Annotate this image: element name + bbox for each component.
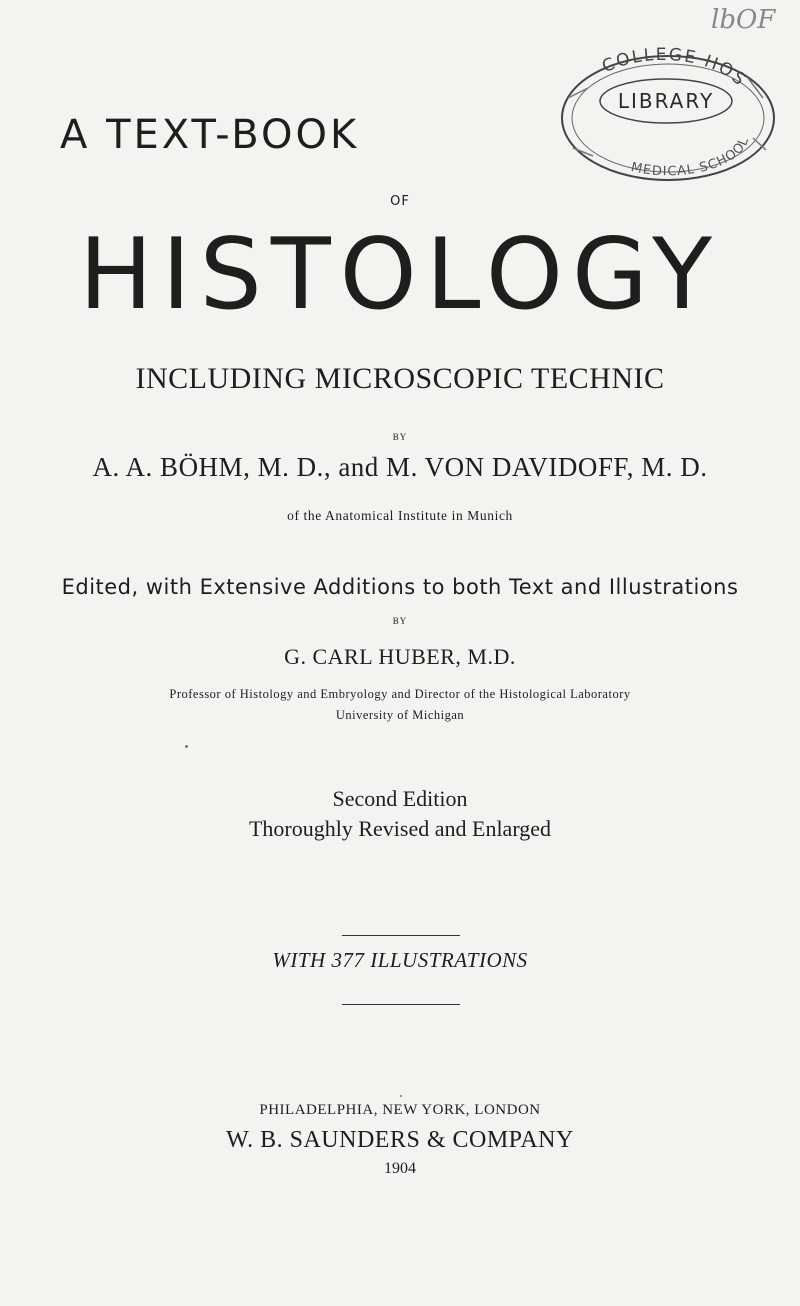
svg-text:lbOF: lbOF: [711, 5, 776, 35]
by-label: BY: [392, 432, 408, 442]
editor-university: University of Michigan: [335, 708, 465, 722]
stamp-center-text: LIBRARY: [617, 89, 715, 113]
handwritten-mark: [705, 0, 800, 40]
divider-bottom: [342, 1004, 460, 1005]
editor-title: Professor of Histology and Embryology and Director of the Histological Laboratory: [169, 687, 631, 701]
by-label-2: BY: [392, 616, 408, 626]
title-of: OF: [390, 194, 410, 209]
ink-speck: [185, 745, 188, 748]
author-affiliation: of the Anatomical Institute in Munich: [287, 508, 513, 523]
illustrations-count: WITH 377 ILLUSTRATIONS: [272, 948, 528, 972]
divider-top: [342, 935, 460, 936]
main-title: HISTOLOGY: [79, 218, 721, 332]
publication-year: 1904: [384, 1160, 416, 1177]
ink-speck: [400, 1095, 402, 1097]
edited-line: Edited, with Extensive Additions to both Text and Illustrations: [61, 575, 739, 599]
title-line-1: A TEXT-BOOK: [60, 112, 360, 158]
library-stamp: [548, 38, 778, 188]
subtitle: INCLUDING MICROSCOPIC TECHNIC: [135, 362, 665, 395]
edition: Second Edition: [332, 786, 468, 811]
stamp-bottom-text: MEDICAL SCHOOL: [629, 134, 753, 180]
publisher-cities: PHILADELPHIA, NEW YORK, LONDON: [259, 1102, 541, 1118]
svg-text:MEDICAL SCHOOL: [630, 135, 753, 180]
editor-name: G. CARL HUBER, M.D.: [284, 644, 516, 669]
edition-description: Thoroughly Revised and Enlarged: [248, 816, 552, 841]
publisher: W. B. SAUNDERS & COMPANY: [226, 1127, 574, 1153]
stamp-top-text: COLLEGE HOS: [599, 44, 751, 91]
authors: A. A. BÖHM, M. D., and M. VON DAVIDOFF, M. D.: [92, 452, 708, 482]
